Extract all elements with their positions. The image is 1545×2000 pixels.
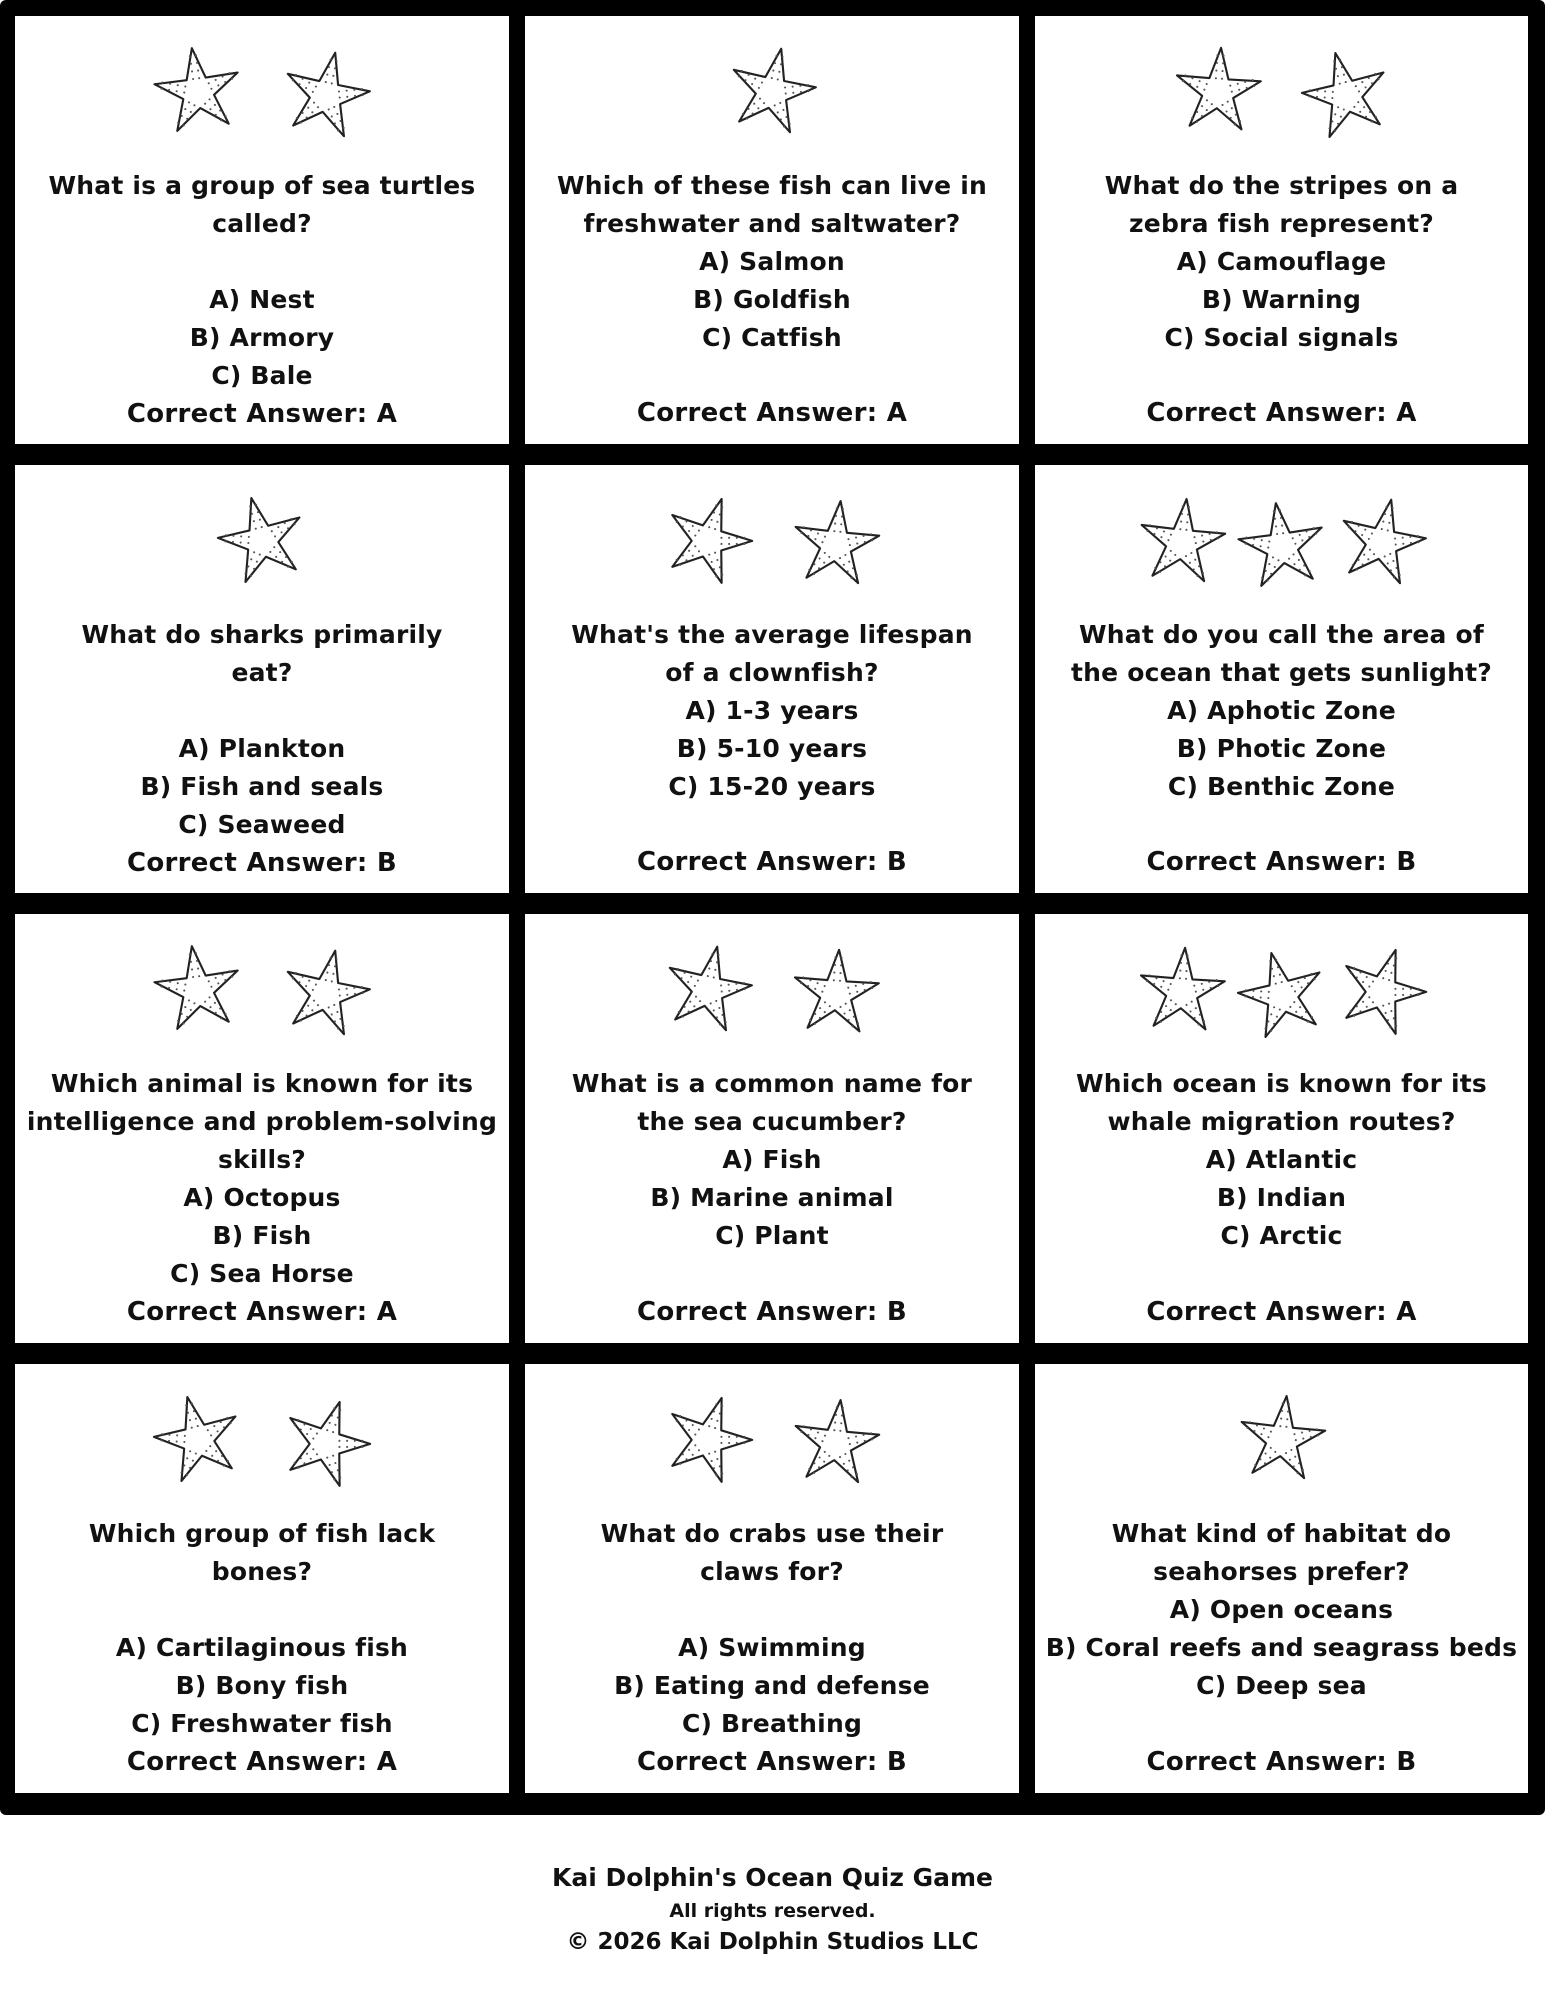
- answer-option: C) Catfish: [702, 323, 842, 352]
- answer-option: C) Seaweed: [178, 810, 346, 839]
- quiz-card: [15, 914, 509, 1343]
- correct-answer: Correct Answer: A: [1146, 398, 1417, 428]
- starfish-icon: [1170, 42, 1266, 138]
- answer-options: [1167, 692, 1396, 806]
- quiz-card: [15, 16, 509, 444]
- starfish-decoration: [15, 465, 509, 600]
- starfish-decoration: [525, 914, 1019, 1049]
- answer-option: C) Benthic Zone: [1167, 772, 1396, 801]
- footer-title: Kai Dolphin's Ocean Quiz Game: [552, 1863, 993, 1892]
- starfish-icon: [788, 495, 884, 591]
- starfish-icon: [278, 46, 374, 142]
- question-text: Which of these fish can live in freshwater and saltwater?: [557, 171, 987, 238]
- answer-option: A) Salmon: [699, 247, 845, 276]
- answer-option: B) Warning: [1201, 285, 1362, 314]
- answer-options: [140, 730, 383, 844]
- quiz-card: [525, 914, 1019, 1343]
- quiz-card: [525, 16, 1019, 444]
- answer-option: B) Eating and defense: [614, 1671, 930, 1700]
- answer-option: B) Marine animal: [650, 1183, 894, 1212]
- starfish-icon: [1334, 942, 1430, 1038]
- answer-option: B) Fish: [212, 1221, 312, 1250]
- correct-answer: Correct Answer: A: [126, 1747, 398, 1777]
- question-text: What do the stripes on a zebra fish represent?: [1104, 171, 1459, 238]
- quiz-card: [1035, 914, 1528, 1343]
- answer-options: [116, 1629, 408, 1743]
- starfish-decoration: [1035, 465, 1528, 600]
- quiz-card: [525, 465, 1019, 893]
- quiz-card: [1035, 465, 1528, 893]
- starfish-icon: [1234, 1390, 1330, 1486]
- question-text: What is a group of sea turtles called?: [48, 171, 476, 238]
- quiz-card: [525, 1364, 1019, 1793]
- answer-option: C) Sea Horse: [170, 1259, 354, 1288]
- answer-options: [190, 281, 335, 395]
- answer-options: [170, 1179, 354, 1293]
- answer-option: C) Arctic: [1220, 1221, 1343, 1250]
- answer-options: [693, 243, 851, 357]
- correct-answer: Correct Answer: A: [636, 398, 908, 428]
- answer-option: B) 5-10 years: [676, 734, 868, 763]
- answer-options: [1046, 1591, 1517, 1705]
- starfish-icon: [788, 1394, 884, 1490]
- starfish-icon: [150, 940, 246, 1036]
- answer-option: A) Atlantic: [1205, 1145, 1358, 1174]
- starfish-decoration: [525, 465, 1019, 600]
- answer-option: A) Nest: [209, 285, 315, 314]
- question-text: What do sharks primarily eat?: [81, 620, 443, 687]
- answer-option: C) Bale: [211, 361, 313, 390]
- quiz-card: [1035, 16, 1528, 444]
- starfish-icon: [788, 944, 884, 1040]
- starfish-decoration: [15, 1364, 509, 1499]
- answer-option: A) Swimming: [678, 1633, 866, 1662]
- starfish-decoration: [15, 914, 509, 1049]
- answer-option: A) Plankton: [178, 734, 346, 763]
- answer-option: C) 15-20 years: [668, 772, 876, 801]
- answer-option: A) Cartilaginous fish: [115, 1633, 409, 1662]
- starfish-icon: [1234, 497, 1330, 593]
- starfish-icon: [214, 491, 310, 587]
- answer-option: A) Fish: [722, 1145, 822, 1174]
- starfish-decoration: [525, 1364, 1019, 1499]
- starfish-icon: [724, 42, 820, 138]
- correct-answer: Correct Answer: B: [1146, 1747, 1417, 1777]
- starfish-icon: [660, 940, 756, 1036]
- correct-answer: Correct Answer: A: [126, 1297, 398, 1327]
- answer-option: C) Breathing: [681, 1709, 863, 1738]
- starfish-icon: [150, 1390, 246, 1486]
- footer-rights: All rights reserved.: [669, 1900, 876, 1922]
- starfish-icon: [1134, 493, 1230, 589]
- quiz-card: [15, 465, 509, 893]
- correct-answer: Correct Answer: B: [1146, 847, 1417, 877]
- starfish-icon: [278, 944, 374, 1040]
- answer-option: A) Octopus: [183, 1183, 341, 1212]
- question-text: What do you call the area of the ocean that gets sunlight?: [1071, 620, 1492, 687]
- correct-answer: Correct Answer: B: [636, 1297, 908, 1327]
- question-text: Which animal is known for its intelligence and problem-solving skills?: [26, 1069, 498, 1174]
- starfish-icon: [660, 491, 756, 587]
- answer-option: C) Deep sea: [1196, 1671, 1367, 1700]
- correct-answer: Correct Answer: B: [636, 847, 908, 877]
- answer-option: C) Plant: [715, 1221, 829, 1250]
- answer-options: [614, 1629, 930, 1743]
- quiz-card: [15, 1364, 509, 1793]
- footer-copyright: © 2026 Kai Dolphin Studios LLC: [566, 1929, 979, 1955]
- answer-option: C) Social signals: [1164, 323, 1399, 352]
- starfish-decoration: [1035, 914, 1528, 1049]
- answer-options: [1206, 1141, 1358, 1255]
- question-text: What kind of habitat do seahorses prefer?: [1111, 1519, 1452, 1586]
- answer-options: [650, 1141, 893, 1255]
- answer-option: B) Bony fish: [175, 1671, 349, 1700]
- answer-option: B) Armory: [189, 323, 335, 352]
- starfish-decoration: [1035, 16, 1528, 151]
- answer-option: C) Freshwater fish: [131, 1709, 393, 1738]
- answer-option: A) Open oceans: [1169, 1595, 1394, 1624]
- answer-options: [668, 692, 875, 806]
- starfish-decoration: [525, 16, 1019, 151]
- starfish-decoration: [15, 16, 509, 151]
- starfish-icon: [150, 42, 246, 138]
- starfish-decoration: [1035, 1364, 1528, 1499]
- starfish-icon: [1334, 493, 1430, 589]
- question-text: Which group of fish lack bones?: [88, 1519, 436, 1586]
- correct-answer: Correct Answer: B: [126, 848, 398, 878]
- answer-option: B) Coral reefs and seagrass beds: [1045, 1633, 1518, 1662]
- question-text: What's the average lifespan of a clownfish?: [571, 620, 973, 687]
- quiz-card: [1035, 1364, 1528, 1793]
- question-text: Which ocean is known for its whale migration routes?: [1075, 1069, 1488, 1136]
- page-footer: [0, 1860, 1545, 1958]
- answer-option: B) Indian: [1216, 1183, 1347, 1212]
- answer-option: B) Photic Zone: [1176, 734, 1387, 763]
- answer-option: A) Aphotic Zone: [1167, 696, 1396, 725]
- answer-option: A) Camouflage: [1176, 247, 1387, 276]
- answer-option: A) 1-3 years: [685, 696, 859, 725]
- starfish-icon: [278, 1394, 374, 1490]
- starfish-icon: [1298, 46, 1394, 142]
- answer-option: B) Goldfish: [693, 285, 851, 314]
- answer-options: [1164, 243, 1398, 357]
- starfish-icon: [1134, 942, 1230, 1038]
- question-text: What is a common name for the sea cucumber?: [571, 1069, 973, 1136]
- answer-option: B) Fish and seals: [140, 772, 384, 801]
- starfish-icon: [660, 1390, 756, 1486]
- correct-answer: Correct Answer: B: [636, 1747, 908, 1777]
- correct-answer: Correct Answer: A: [1146, 1297, 1417, 1327]
- starfish-icon: [1234, 946, 1330, 1042]
- question-text: What do crabs use their claws for?: [600, 1519, 944, 1586]
- correct-answer: Correct Answer: A: [126, 399, 398, 429]
